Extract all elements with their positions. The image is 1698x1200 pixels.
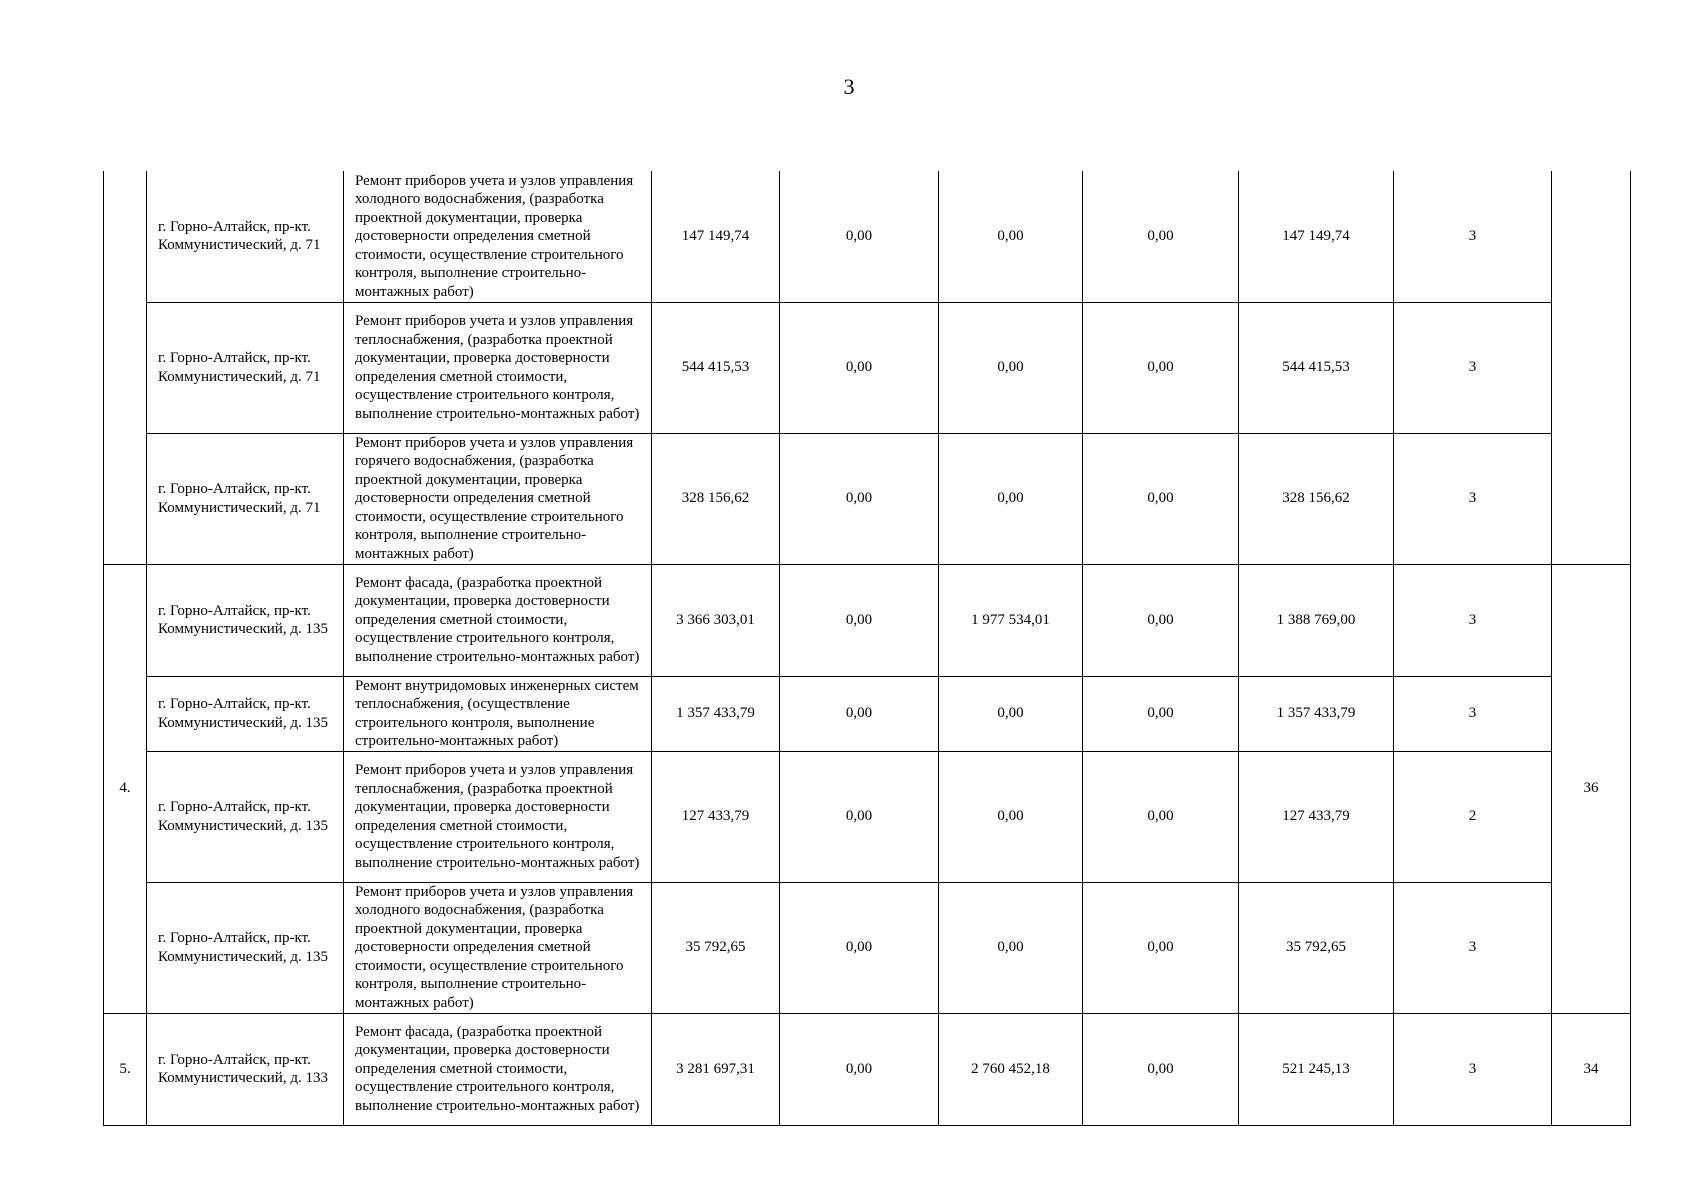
value-cell: 0,00 [780,564,939,676]
address-cell: г. Горно-Алтайск, пр-кт. Коммунистический, д. 71 [147,433,344,564]
value-cell: 0,00 [1083,1013,1239,1125]
value-cell: 544 415,53 [1239,302,1394,433]
value-cell: 147 149,74 [1239,171,1394,302]
work-description-cell: Ремонт приборов учета и узлов управления холодного водоснабжения, (разработка проектной документации, проверка достоверности определения сметной стоимости, осуществление строительного контроля, выполнение строительно-монтажных работ) [344,171,652,302]
row-number-cell [104,171,147,564]
value-cell: 127 433,79 [1239,751,1394,882]
group-last-cell [1552,171,1631,564]
value-cell: 0,00 [1083,676,1239,751]
table-row [104,433,1631,564]
work-description-cell: Ремонт фасада, (разработка проектной документации, проверка достоверности определения сметной стоимости, осуществление строительного контроля, выполнение строительно-монтажных работ) [344,564,652,676]
work-description-cell: Ремонт фасада, (разработка проектной документации, проверка достоверности определения сметной стоимости, осуществление строительного контроля, выполнение строительно-монтажных работ) [344,1013,652,1125]
table-row [104,564,1631,676]
address-cell: г. Горно-Алтайск, пр-кт. Коммунистический, д. 135 [147,751,344,882]
work-description-cell: Ремонт приборов учета и узлов управления теплоснабжения, (разработка проектной документации, проверка достоверности определения сметной стоимости, осуществление строительного контроля, выполнение строительно-монтажных работ) [344,751,652,882]
value-cell: 0,00 [780,302,939,433]
value-cell: 0,00 [780,751,939,882]
value-cell: 0,00 [1083,564,1239,676]
count-cell: 3 [1394,1013,1552,1125]
address-cell: г. Горно-Алтайск, пр-кт. Коммунистический, д. 135 [147,676,344,751]
works-table [103,171,1631,1126]
value-cell: 1 357 433,79 [1239,676,1394,751]
page-number: 3 [843,74,855,99]
value-cell: 0,00 [780,1013,939,1125]
count-cell: 3 [1394,302,1552,433]
group-last-cell: 36 [1552,564,1631,1013]
value-cell: 0,00 [780,882,939,1013]
total-cost-cell: 3 366 303,01 [652,564,780,676]
value-cell: 0,00 [1083,751,1239,882]
value-cell: 0,00 [939,751,1083,882]
table-row [104,751,1631,882]
count-cell: 3 [1394,564,1552,676]
total-cost-cell: 3 281 697,31 [652,1013,780,1125]
table-row [104,882,1631,1013]
count-cell: 3 [1394,882,1552,1013]
count-cell: 3 [1394,676,1552,751]
row-number-cell: 5. [104,1013,147,1125]
table-row [104,1013,1631,1125]
value-cell: 0,00 [1083,171,1239,302]
table-row [104,302,1631,433]
value-cell: 0,00 [780,676,939,751]
value-cell: 521 245,13 [1239,1013,1394,1125]
value-cell: 35 792,65 [1239,882,1394,1013]
work-description-cell: Ремонт приборов учета и узлов управления горячего водоснабжения, (разработка проектной документации, проверка достоверности определения сметной стоимости, осуществление строительного контроля, выполнение строительно-монтажных работ) [344,433,652,564]
value-cell: 328 156,62 [1239,433,1394,564]
value-cell: 0,00 [939,171,1083,302]
table-row [104,171,1631,302]
value-cell: 0,00 [939,676,1083,751]
count-cell: 2 [1394,751,1552,882]
address-cell: г. Горно-Алтайск, пр-кт. Коммунистический, д. 135 [147,882,344,1013]
value-cell: 1 388 769,00 [1239,564,1394,676]
count-cell: 3 [1394,171,1552,302]
total-cost-cell: 328 156,62 [652,433,780,564]
count-cell: 3 [1394,433,1552,564]
table-row [104,676,1631,751]
total-cost-cell: 127 433,79 [652,751,780,882]
value-cell: 1 977 534,01 [939,564,1083,676]
work-description-cell: Ремонт внутридомовых инженерных систем теплоснабжения, (осуществление строительного контроля, выполнение строительно-монтажных работ) [344,676,652,751]
value-cell: 0,00 [939,882,1083,1013]
work-description-cell: Ремонт приборов учета и узлов управления холодного водоснабжения, (разработка проектной документации, проверка достоверности определения сметной стоимости, осуществление строительного контроля, выполнение строительно-монтажных работ) [344,882,652,1013]
total-cost-cell: 147 149,74 [652,171,780,302]
value-cell: 0,00 [780,171,939,302]
value-cell: 0,00 [939,433,1083,564]
value-cell: 0,00 [1083,882,1239,1013]
work-description-cell: Ремонт приборов учета и узлов управления теплоснабжения, (разработка проектной документации, проверка достоверности определения сметной стоимости, осуществление строительного контроля, выполнение строительно-монтажных работ) [344,302,652,433]
address-cell: г. Горно-Алтайск, пр-кт. Коммунистический, д. 133 [147,1013,344,1125]
value-cell: 2 760 452,18 [939,1013,1083,1125]
row-number-cell: 4. [104,564,147,1013]
address-cell: г. Горно-Алтайск, пр-кт. Коммунистический, д. 71 [147,302,344,433]
address-cell: г. Горно-Алтайск, пр-кт. Коммунистический, д. 71 [147,171,344,302]
value-cell: 0,00 [1083,302,1239,433]
value-cell: 0,00 [939,302,1083,433]
value-cell: 0,00 [1083,433,1239,564]
value-cell: 0,00 [780,433,939,564]
total-cost-cell: 35 792,65 [652,882,780,1013]
total-cost-cell: 1 357 433,79 [652,676,780,751]
total-cost-cell: 544 415,53 [652,302,780,433]
address-cell: г. Горно-Алтайск, пр-кт. Коммунистический, д. 135 [147,564,344,676]
group-last-cell: 34 [1552,1013,1631,1125]
